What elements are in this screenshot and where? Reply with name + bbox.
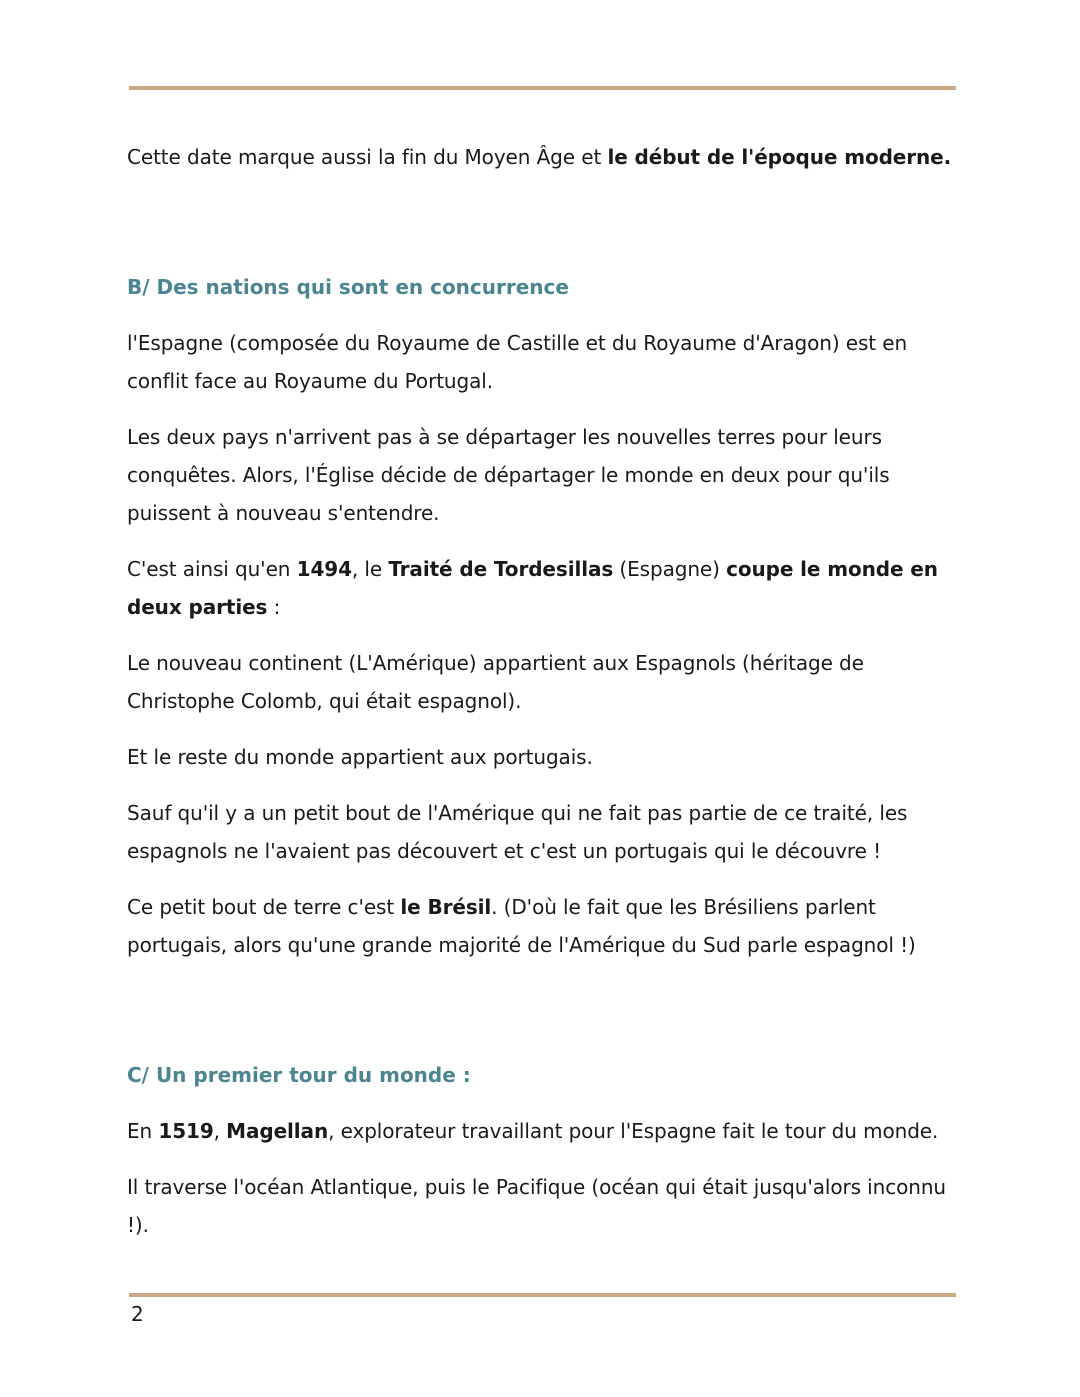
treaty-effect: coupe le monde en deux parties	[127, 557, 938, 619]
text-run: ,	[213, 1119, 227, 1143]
section-b-paragraph-5: Et le reste du monde appartient aux portugais.	[127, 745, 593, 769]
page-number: 2	[131, 1302, 144, 1326]
text-run: (Espagne)	[613, 557, 727, 581]
text-run: En	[127, 1119, 159, 1143]
top-divider	[129, 86, 956, 90]
intro-text: Cette date marque aussi la fin du Moyen Âge et	[127, 145, 608, 169]
section-c-paragraph-2: Il traverse l'océan Atlantique, puis le Pacifique (océan qui était jusqu'alors inconnu !).	[127, 1175, 946, 1237]
intro-paragraph	[127, 138, 967, 176]
country-name: le Brésil	[400, 895, 492, 919]
section-c-heading: C/ Un premier tour du monde :	[127, 1063, 471, 1087]
text-run: , explorateur travaillant pour l'Espagne fait le tour du monde.	[328, 1119, 939, 1143]
bottom-divider	[129, 1293, 956, 1297]
voyage-year: 1519	[158, 1119, 214, 1143]
section-b-paragraph-2: Les deux pays n'arrivent pas à se départager les nouvelles terres pour leurs conquêtes. Alors, l'Église décide de départager le monde en deux pour qu'ils puissent à nouveau s'entendre.	[127, 425, 890, 525]
treaty-name: Traité de Tordesillas	[388, 557, 614, 581]
text-run: :	[267, 595, 281, 619]
explorer-name: Magellan	[226, 1119, 329, 1143]
section-b-paragraph-1: l'Espagne (composée du Royaume de Castille et du Royaume d'Aragon) est en conflit face au Royaume du Portugal.	[127, 331, 908, 393]
text-run: C'est ainsi qu'en	[127, 557, 297, 581]
section-c-paragraph-1	[127, 1112, 967, 1150]
text-run: Ce petit bout de terre c'est	[127, 895, 401, 919]
treaty-year: 1494	[296, 557, 352, 581]
section-b-paragraph-3	[127, 550, 967, 626]
text-run: , le	[351, 557, 389, 581]
section-b-heading: B/ Des nations qui sont en concurrence	[127, 275, 569, 299]
text-run: . (D'où le fait que les Brésiliens parlent portugais, alors qu'une grande majorité de l'Amérique du Sud parle espagnol !)	[127, 895, 916, 957]
section-b-paragraph-4: Le nouveau continent (L'Amérique) appartient aux Espagnols (héritage de Christophe Colomb, qui était espagnol).	[127, 651, 864, 713]
intro-bold-text: le début de l'époque moderne.	[607, 145, 952, 169]
section-b-paragraph-6: Sauf qu'il y a un petit bout de l'Amérique qui ne fait pas partie de ce traité, les espagnols ne l'avaient pas découvert et c'est un portugais qui le découvre !	[127, 801, 908, 863]
section-b-paragraph-7	[127, 888, 967, 964]
page-content	[127, 138, 967, 1262]
